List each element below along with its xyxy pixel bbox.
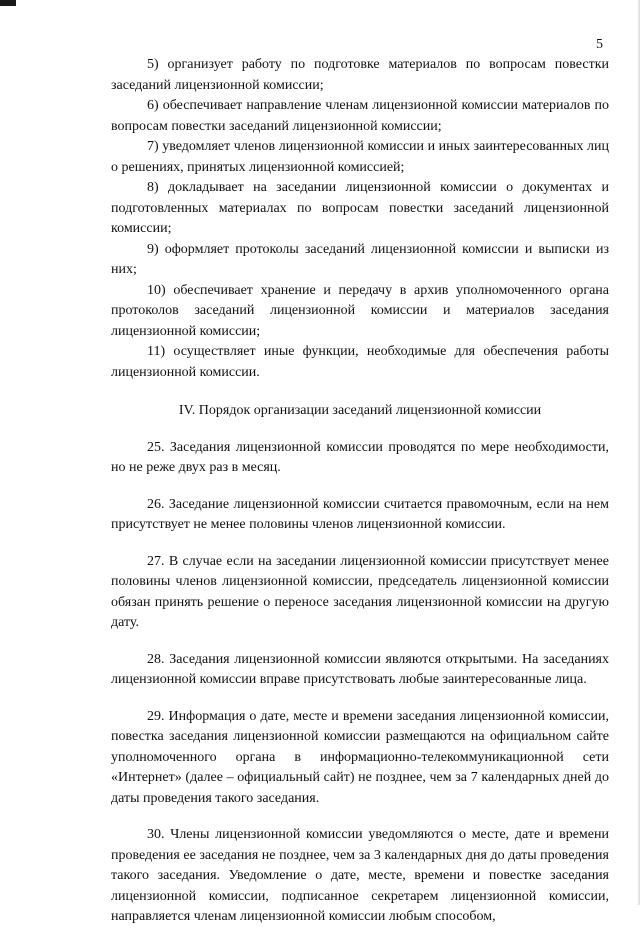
list-item: 10) обеспечивает хранение и передачу в архив уполномоченного органа протоколов заседаний лицензионной комиссии и материалов заседания лицензионной комиссии; — [111, 282, 609, 339]
paragraph: 30. Члены лицензионной комиссии уведомляются о месте, дате и времени проведения ее заседания не позднее, чем за 3 календарных дня до даты проведения такого заседания. Уведомление о дате, месте, времени и повестке заседания лицензионной комиссии, подписанное секретарем лицензионной комиссии, направляется членам лицензионной комиссии любым способом, — [111, 827, 609, 924]
list-item: 7) уведомляет членов лицензионной комиссии и иных заинтересованных лиц о решениях, принятых лицензионной комиссией; — [111, 139, 609, 175]
list-item: 8) докладывает на заседании лицензионной комиссии о документах и подготовленных материалах по вопросам повестки заседаний лицензионной комиссии; — [111, 180, 609, 236]
paragraph: 27. В случае если на заседании лицензионной комиссии присутствует менее половины членов лицензионной комиссии, председатель лицензионной комиссии обязан принять решение о переносе заседания лицензионной комиссии на другую дату. — [111, 553, 609, 630]
paragraph: 26. Заседание лицензионной комиссии считается правомочным, если на нем присутствует не менее половины членов лицензионной комиссии. — [111, 496, 609, 532]
list-item: 11) осуществляет иные функции, необходимые для обеспечения работы лицензионной комиссии. — [111, 344, 609, 380]
paragraph: 29. Информация о дате, месте и времени заседания лицензионной комиссии, повестка заседания лицензионной комиссии размещаются на официальном сайте уполномоченного органа в информационно-телекоммуникационной сети «Интернет» (далее – официальный сайт) не позднее, чем за 7 календарных дней до даты проведения такого заседания. — [111, 708, 609, 806]
paragraph: 25. Заседания лицензионной комиссии проводятся по мере необходимости, но не реже двух раз в месяц. — [111, 439, 609, 475]
document-body — [111, 55, 609, 928]
section-heading: IV. Порядок организации заседаний лицензионной комиссии — [178, 403, 542, 418]
page-number: 5 — [596, 37, 603, 52]
list-item: 6) обеспечивает направление членам лицензионной комиссии материалов по вопросам повестки заседаний лицензионной комиссии; — [111, 98, 609, 134]
list-item: 9) оформляет протоколы заседаний лицензионной комиссии и выписки из них; — [111, 241, 609, 277]
scan-corner-mark — [0, 0, 16, 6]
list-item: 5) организует работу по подготовке материалов по вопросам повестки заседаний лицензионной комиссии; — [111, 57, 609, 93]
paragraph: 28. Заседания лицензионной комиссии являются открытыми. На заседаниях лицензионной комиссии вправе присутствовать любые заинтересованные лица. — [111, 651, 609, 687]
